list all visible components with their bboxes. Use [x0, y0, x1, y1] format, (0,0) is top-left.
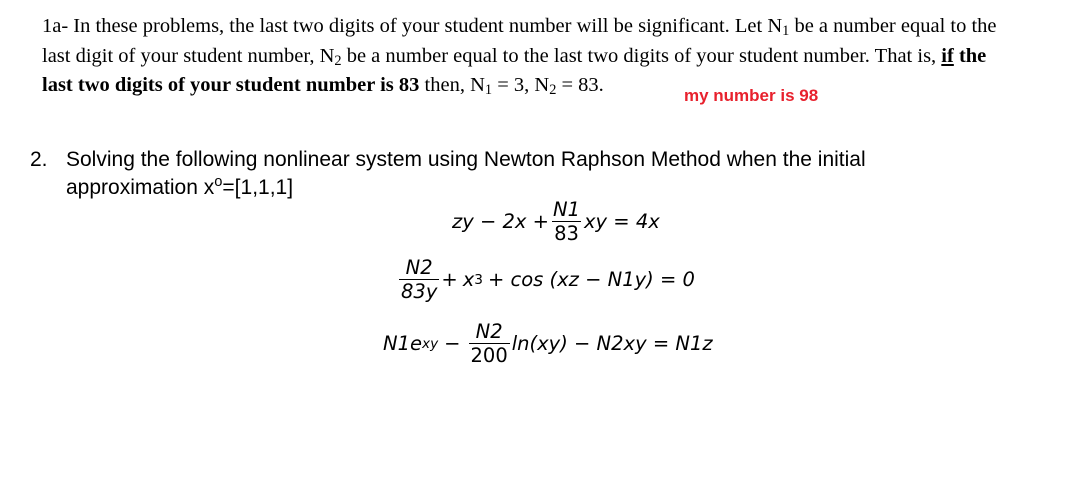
intro-line-1-text: 1a- In these problems, the last two digits of your student number will be significant. Let N [42, 15, 783, 37]
eq2-plus: + [441, 268, 458, 291]
equation-2: $\frac{N2}{83y}$ + x 3 + cos (xz − N1y) = 0 [401, 256, 695, 303]
emphasis-if: if [941, 44, 954, 67]
subscript-1: 1 [782, 22, 790, 39]
eq2-frac-num: N2 [405, 256, 433, 279]
intro-line-3-eq1: = 3, N [492, 74, 550, 96]
intro-line-3-eq2: = 83. [556, 74, 604, 96]
problem-line-2 [66, 174, 293, 202]
eq1-lhs: zy − 2x + [452, 210, 549, 233]
intro-line-2-text: last digit of your student number, N [42, 44, 335, 67]
intro-line-1 [42, 12, 1082, 42]
subscript-1: 1 [484, 81, 493, 98]
initial-vector: =[1,1,1] [222, 176, 294, 199]
emphasis-the: the [953, 44, 987, 67]
student-note: my number is 98 [684, 86, 819, 105]
problem-line-1: Solving the following nonlinear system using Newton Raphson Method when the initial [66, 148, 866, 171]
problem-number: 2. [30, 148, 48, 171]
eq3-base: N1e [383, 332, 422, 355]
eq2-x: x [462, 268, 475, 291]
eq1-frac-num: N1 [553, 198, 580, 221]
eq3-frac-den: 200 [470, 344, 508, 367]
subscript-2: 2 [549, 81, 557, 98]
eq2-fraction [399, 256, 439, 303]
eq3-fraction [469, 320, 510, 367]
equation-3: N1e xy − $\frac{N2}{200}$ ln(xy) − N2xy = N1z [383, 320, 713, 367]
eq1-frac-den: 83 [554, 222, 579, 245]
intro-line-3-then: then, N [419, 74, 485, 96]
eq2-rest: + cos (xz − N1y) = 0 [487, 268, 695, 291]
superscript-o: o [214, 173, 223, 190]
intro-bold-condition: last two digits of your student number is 83 [42, 74, 420, 96]
equation-1 [452, 198, 660, 245]
eq3-rest: ln(xy) − N2xy = N1z [511, 332, 713, 355]
eq3-minus: − [444, 332, 461, 355]
problem-line-2-text: approximation x [66, 176, 215, 199]
eq2-frac-den: 83y [401, 280, 438, 303]
intro-line-3 [42, 71, 1082, 101]
eq1-fraction [551, 198, 582, 245]
intro-line-1-end: be a number equal to the [789, 15, 997, 37]
eq1-rhs: xy = 4x [584, 210, 660, 233]
intro-line-2-mid: be a number equal to the last two digits of your student number. That is, [341, 44, 942, 67]
intro-paragraph [42, 12, 1082, 101]
subscript-2: 2 [334, 52, 342, 69]
eq3-frac-num: N2 [475, 320, 503, 343]
intro-line-2 [42, 42, 1082, 72]
